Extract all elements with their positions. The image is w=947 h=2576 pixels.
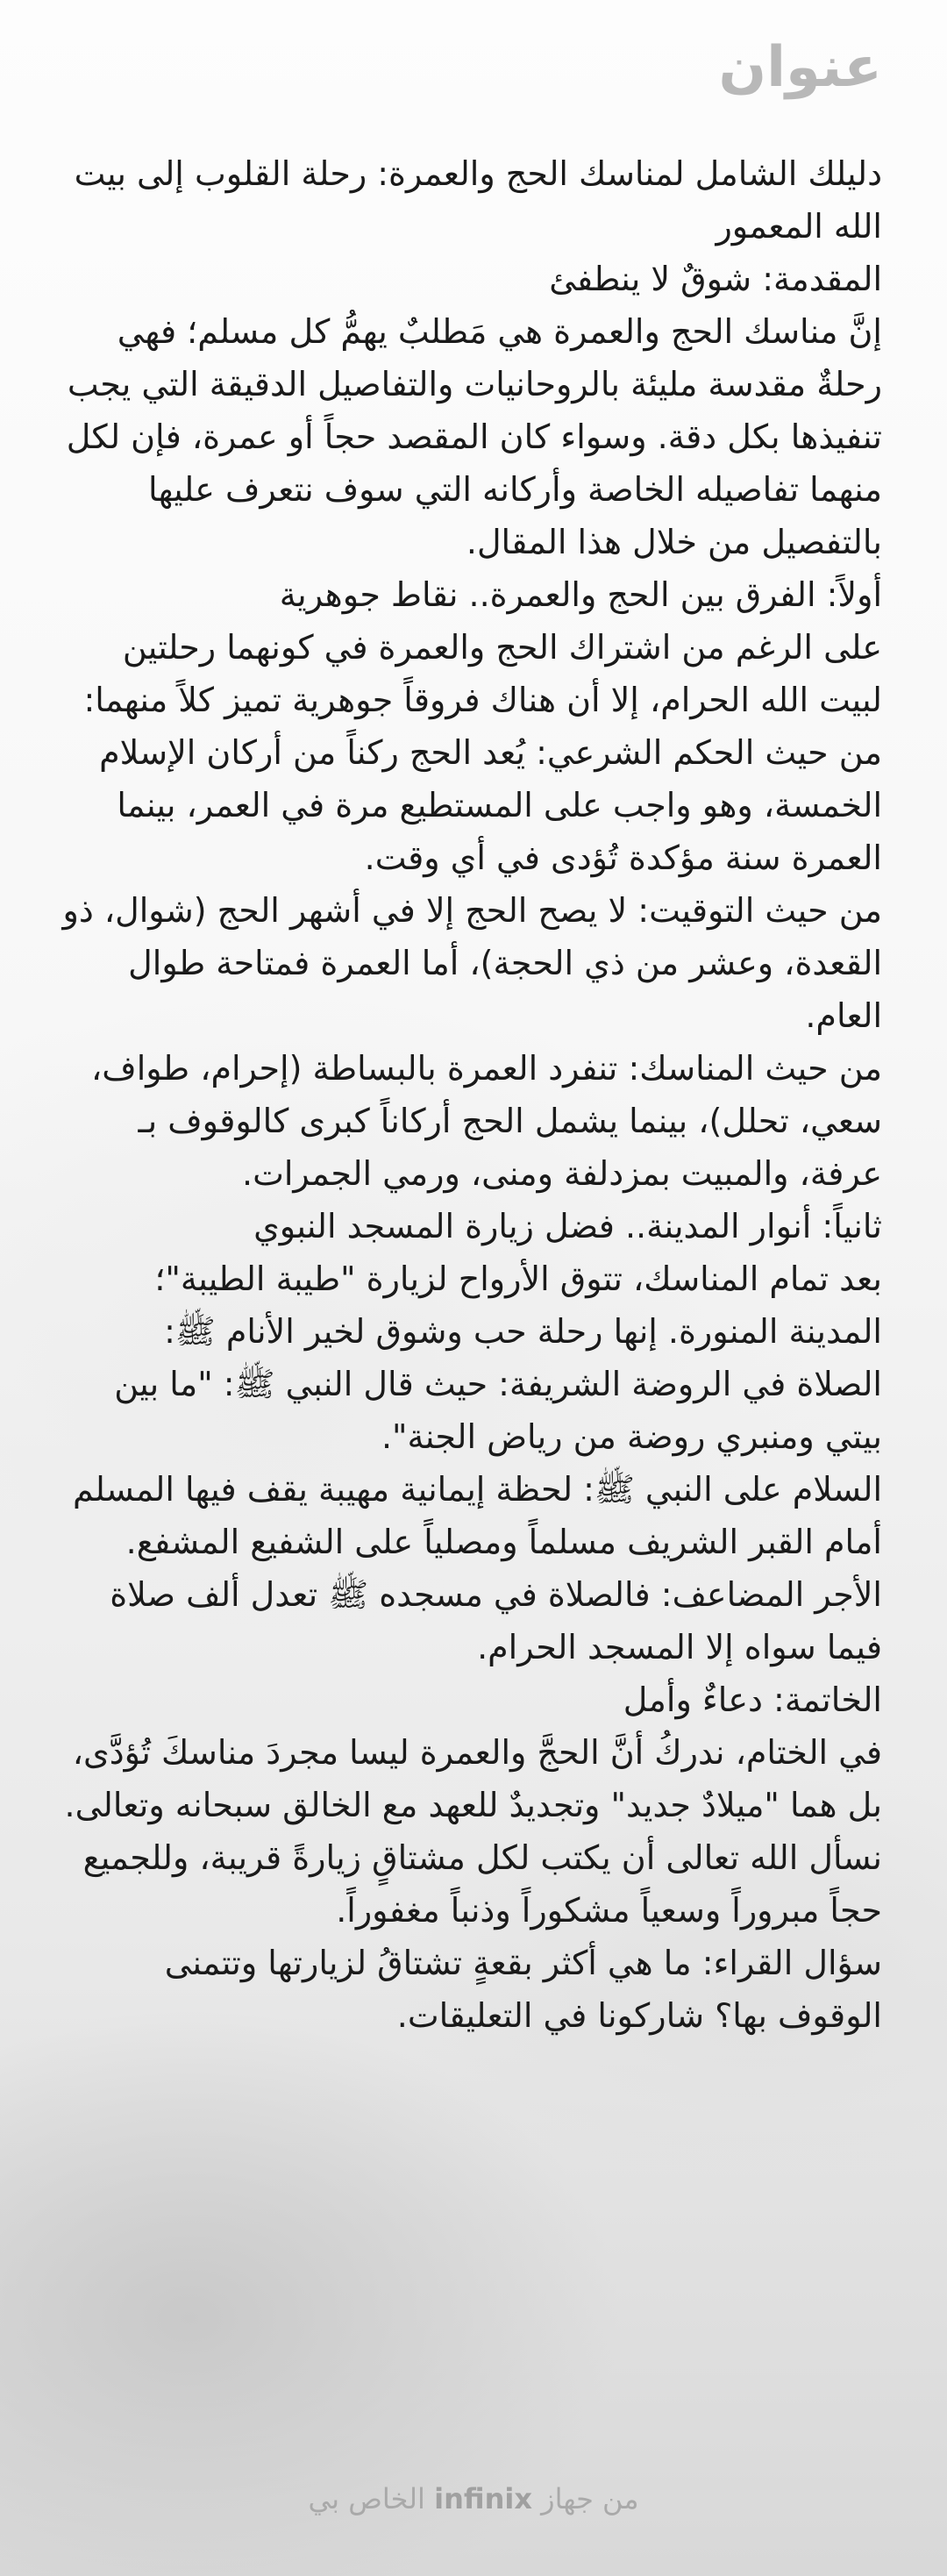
note-paragraph: إنَّ مناسك الحج والعمرة هي مَطلبٌ يهمُّ كل مسلم؛ فهي رحلةٌ مقدسة مليئة بالروحانيات والتفاصيل الدقيقة التي يجب تنفيذها بكل دقة. وسواء كان المقصد حجاً أو عمرة، فإن لكل منهما تفاصيله الخاصة وأركانه التي سوف نتعرف عليها بالتفصيل من خلال هذا المقال.: [66, 312, 882, 561]
note-paragraph: من حيث الحكم الشرعي: يُعد الحج ركناً من أركان الإسلام الخمسة، وهو واجب على المستطيع مرة في العمر، بينما العمرة سنة مؤكدة تُؤدى في أي وقت.: [99, 733, 882, 877]
note-paragraph: الصلاة في الروضة الشريفة: حيث قال النبي ﷺ: "ما بين بيتي ومنبري روضة من رياض الجنة".: [114, 1365, 882, 1456]
note-body[interactable]: [51, 147, 882, 2042]
device-brand: infinix: [434, 2482, 532, 2515]
note-paragraph: دليلك الشامل لمناسك الحج والعمرة: رحلة القلوب إلى بيت الله المعمور: [74, 154, 882, 246]
note-paragraph: الأجر المضاعف: فالصلاة في مسجده ﷺ تعدل ألف صلاة فيما سواه إلا المسجد الحرام.: [110, 1575, 882, 1666]
note-paragraph: من حيث المناسك: تنفرد العمرة بالبساطة (إحرام، طواف، سعي، تحلل)، بينما يشمل الحج أركاناً كبرى كالوقوف بـ عرفة، والمبيت بمزدلفة ومنى، ورمي الجمرات.: [91, 1049, 882, 1193]
note-paragraph: أولاً: الفرق بين الحج والعمرة.. نقاط جوهرية: [279, 575, 882, 614]
footer-prefix: من جهاز: [541, 2482, 639, 2515]
footer-suffix: الخاص بي: [308, 2482, 425, 2515]
note-paragraph: الخاتمة: دعاءٌ وأمل: [623, 1680, 882, 1719]
note-title[interactable]: عنوان: [718, 35, 882, 100]
note-paragraph: السلام على النبي ﷺ: لحظة إيمانية مهيبة يقف فيها المسلم أمام القبر الشريف مسلماً ومصلياً على الشفيع المشفع.: [73, 1470, 882, 1561]
signature-footer: [0, 2482, 947, 2515]
note-paragraph: سؤال القراء: ما هي أكثر بقعةٍ تشتاقُ لزيارتها وتتمنى الوقوف بها؟ شاركونا في التعليقات.: [164, 1944, 882, 2035]
note-paragraph: على الرغم من اشتراك الحج والعمرة في كونهما رحلتين لبيت الله الحرام، إلا أن هناك فروقاً جوهرية تميز كلاً منهما:: [83, 628, 882, 719]
note-paragraph: من حيث التوقيت: لا يصح الحج إلا في أشهر الحج (شوال، ذو القعدة، وعشر من ذي الحجة)، أما العمرة فمتاحة طوال العام.: [62, 891, 882, 1035]
note-paragraph: ثانياً: أنوار المدينة.. فضل زيارة المسجد النبوي: [253, 1207, 882, 1245]
note-paragraph: المقدمة: شوقٌ لا ينطفئ: [549, 260, 882, 298]
note-paragraph: في الختام، ندركُ أنَّ الحجَّ والعمرة ليسا مجردَ مناسكَ تُؤدَّى، بل هما "ميلادٌ جديد" وتجديدٌ للعهد مع الخالق سبحانه وتعالى.: [64, 1733, 882, 1824]
note-paragraph: بعد تمام المناسك، تتوق الأرواح لزيارة "طيبة الطيبة"؛ المدينة المنورة. إنها رحلة حب وشوق لخير الأنام ﷺ:: [154, 1259, 882, 1351]
note-paragraph: نسأل الله تعالى أن يكتب لكل مشتاقٍ زيارةً قريبة، وللجميع حجاً مبروراً وسعياً مشكوراً وذنباً مغفوراً.: [82, 1838, 882, 1930]
